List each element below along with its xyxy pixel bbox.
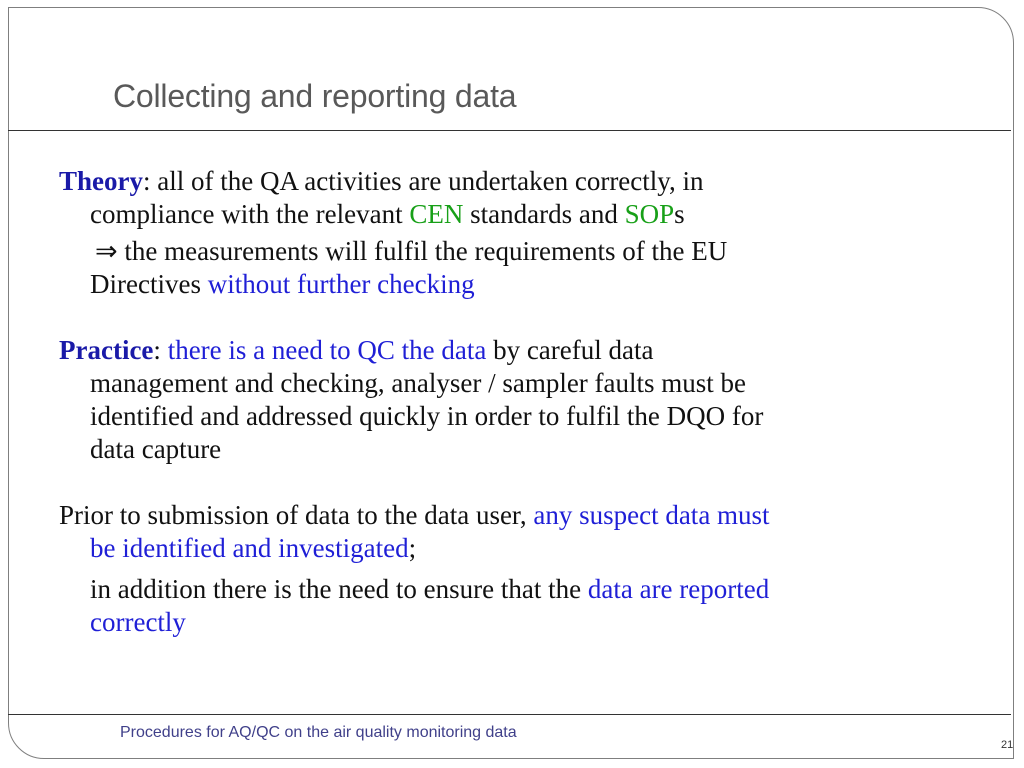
practice-highlight: there is a need to QC the data	[167, 335, 487, 365]
theory-text: Directives	[90, 269, 208, 299]
practice-text: by careful data	[486, 335, 654, 365]
footer-divider	[8, 714, 1011, 715]
practice-line-2: management and checking, analyser / sampler faults must be	[90, 368, 747, 398]
theory-text: compliance with the relevant	[90, 199, 410, 229]
practice-text: :	[153, 335, 168, 365]
prior-highlight: any suspect data must	[533, 500, 770, 530]
practice-keyword: Practice	[59, 335, 154, 365]
theory-text: : all of the QA activities are undertaken correctly, in	[143, 166, 704, 196]
implies-icon: ⇒	[95, 236, 118, 266]
prior-text: ;	[408, 533, 417, 563]
practice-line-1	[59, 334, 959, 367]
theory-text: s	[674, 199, 685, 229]
slide-title: Collecting and reporting data	[113, 78, 517, 114]
prior-line-2	[59, 532, 959, 565]
prior-line-1	[59, 499, 959, 532]
sop-highlight: SOP	[624, 199, 675, 229]
theory-line-4	[59, 268, 959, 301]
prior-line-4: correctly	[90, 607, 186, 637]
page-number: 21	[1001, 739, 1014, 751]
theory-line-1	[59, 165, 959, 198]
theory-text: standards and	[463, 199, 625, 229]
footer-text: Procedures for AQ/QC on the air quality monitoring data	[120, 724, 517, 741]
practice-line-4: data capture	[90, 434, 222, 464]
prior-highlight: be identified and investigated	[90, 533, 409, 563]
theory-keyword: Theory	[59, 166, 143, 196]
theory-line-3	[59, 235, 959, 268]
practice-line-3: identified and addressed quickly in order to fulfil the DQO for	[90, 401, 764, 431]
theory-highlight: without further checking	[207, 269, 475, 299]
theory-text: the measurements will fulfil the requirements of the EU	[117, 236, 728, 266]
theory-line-2	[59, 198, 959, 231]
cen-highlight: CEN	[409, 199, 464, 229]
prior-text: in addition there is the need to ensure that the	[90, 574, 588, 604]
title-divider	[8, 130, 1011, 131]
prior-line-3	[59, 573, 959, 606]
prior-text: Prior to submission of data to the data user,	[59, 500, 534, 530]
slide-body	[59, 165, 959, 639]
reported-highlight: data are reported	[587, 574, 770, 604]
